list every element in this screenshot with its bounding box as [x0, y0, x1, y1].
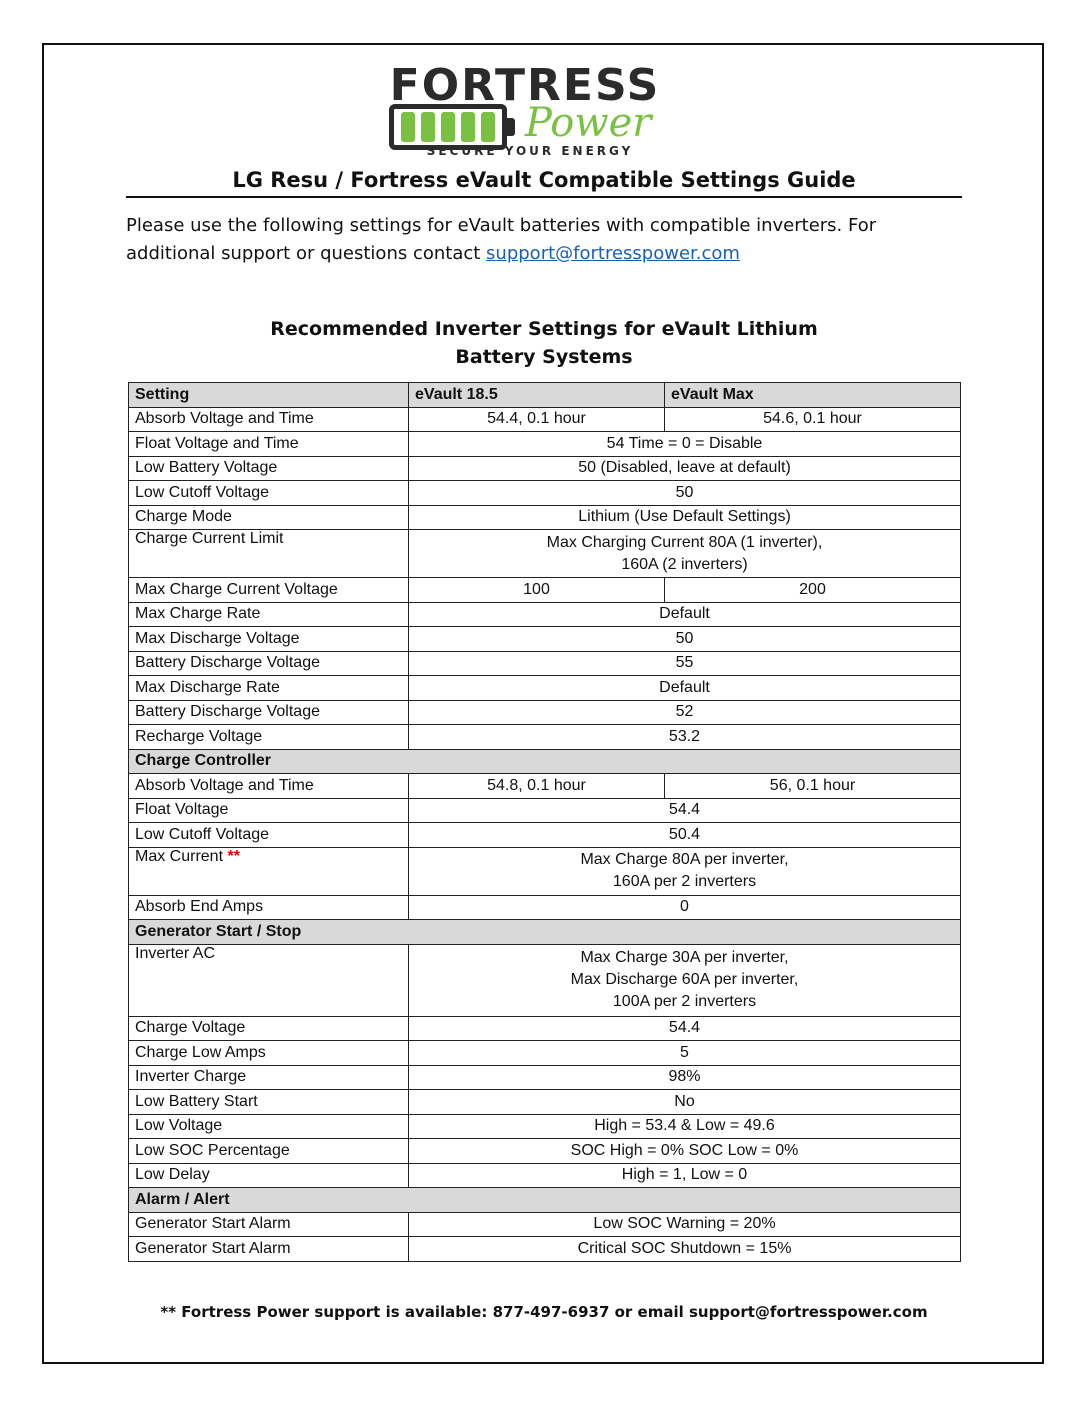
section-subtitle [126, 315, 962, 371]
setting-label: Charge Low Amps [135, 1043, 266, 1061]
section-header-cell: Generator Start / Stop [129, 920, 961, 945]
setting-label: Low Battery Voltage [135, 459, 278, 477]
setting-label-cell [129, 578, 409, 603]
setting-label: Recharge Voltage [135, 727, 263, 745]
logo-tagline: SECURE YOUR ENERGY [426, 144, 634, 158]
setting-label: Max Charge Rate [135, 605, 261, 623]
table-row [129, 432, 961, 457]
table-row [129, 1041, 961, 1066]
value-cell: 54.4, 0.1 hour [409, 407, 665, 432]
setting-label: Absorb End Amps [135, 898, 264, 916]
setting-label-cell [129, 1065, 409, 1090]
setting-label-cell [129, 602, 409, 627]
value-cell: Max Charge 30A per inverter, Max Discharge 60A per inverter, 100A per 2 inverters [409, 944, 961, 1016]
setting-label: Low Battery Start [135, 1092, 258, 1110]
value-cell: 54.4 [409, 798, 961, 823]
setting-label: Low Voltage [135, 1117, 223, 1135]
value-cell: 50 (Disabled, leave at default) [409, 456, 961, 481]
value-cell: 5 [409, 1041, 961, 1066]
settings-table [128, 382, 961, 1262]
setting-label: Max Discharge Rate [135, 678, 280, 696]
table-row [129, 1065, 961, 1090]
value-cell: 0 [409, 895, 961, 920]
section-header-row [129, 920, 961, 945]
setting-label: Float Voltage [135, 801, 229, 819]
setting-label-cell [129, 1139, 409, 1164]
setting-label-cell [129, 725, 409, 750]
setting-label: Absorb Voltage and Time [135, 776, 314, 794]
setting-label: Max Discharge Voltage [135, 629, 300, 647]
setting-label: Low SOC Percentage [135, 1141, 290, 1159]
table-row [129, 1016, 961, 1041]
setting-label: Generator Start Alarm [135, 1215, 291, 1233]
value-cell: 54 Time = 0 = Disable [409, 432, 961, 457]
value-cell: 54.4 [409, 1016, 961, 1041]
table-row [129, 505, 961, 530]
value-cell: SOC High = 0% SOC Low = 0% [409, 1139, 961, 1164]
setting-label: Charge Current Limit [135, 530, 284, 547]
setting-label-cell [129, 456, 409, 481]
table-row [129, 700, 961, 725]
table-row [129, 481, 961, 506]
value-cell: 54.6, 0.1 hour [665, 407, 961, 432]
logo-brand: FORTRESS [389, 60, 661, 111]
setting-label-cell [129, 1212, 409, 1237]
setting-label-cell [129, 1114, 409, 1139]
intro-paragraph [126, 212, 962, 268]
subtitle-line-1: Recommended Inverter Settings for eVault Lithium [270, 318, 818, 340]
footnote-mark: ** [223, 847, 240, 865]
setting-label: Inverter AC [135, 944, 216, 962]
section-header-cell: Alarm / Alert [129, 1188, 961, 1213]
value-cell: 50.4 [409, 823, 961, 848]
value-cell: Low SOC Warning = 20% [409, 1212, 961, 1237]
setting-label: Absorb Voltage and Time [135, 410, 314, 428]
value-cell: Default [409, 676, 961, 701]
support-email-link[interactable]: support@fortresspower.com [486, 243, 740, 264]
table-row [129, 1090, 961, 1115]
table-row [129, 1212, 961, 1237]
table-row [129, 578, 961, 603]
value-cell: 56, 0.1 hour [665, 774, 961, 799]
table-row [129, 1163, 961, 1188]
setting-label-cell [129, 651, 409, 676]
setting-label-cell [129, 1090, 409, 1115]
table-header-row [129, 383, 961, 408]
setting-label-cell [129, 823, 409, 848]
header-cell: eVault Max [665, 383, 961, 408]
table-row [129, 1139, 961, 1164]
setting-label: Low Cutoff Voltage [135, 483, 270, 501]
value-cell: 100 [409, 578, 665, 603]
table-row [129, 944, 961, 1016]
setting-label-cell [129, 774, 409, 799]
value-cell: Critical SOC Shutdown = 15% [409, 1237, 961, 1262]
setting-label-cell [129, 407, 409, 432]
table-row [129, 823, 961, 848]
table-row [129, 798, 961, 823]
value-cell: Default [409, 602, 961, 627]
setting-label-cell [129, 505, 409, 530]
subtitle-line-2: Battery Systems [455, 346, 633, 368]
setting-label-cell [129, 627, 409, 652]
setting-label-cell [129, 944, 409, 1016]
fortress-power-logo [385, 60, 665, 160]
header-cell: Setting [129, 383, 409, 408]
setting-label: Charge Mode [135, 508, 232, 526]
setting-label-cell [129, 798, 409, 823]
logo-script: Power [525, 100, 652, 146]
setting-label-cell [129, 432, 409, 457]
setting-label: Battery Discharge Voltage [135, 654, 320, 672]
table-row [129, 627, 961, 652]
value-cell: 200 [665, 578, 961, 603]
table-row [129, 725, 961, 750]
value-cell: 55 [409, 651, 961, 676]
setting-label-cell [129, 700, 409, 725]
section-header-row [129, 749, 961, 774]
battery-tip [507, 118, 515, 136]
table-row [129, 602, 961, 627]
intro-text: Please use the following settings for eVault batteries with compatible inverters. For additional support or questions contact [126, 215, 877, 264]
value-cell: Lithium (Use Default Settings) [409, 505, 961, 530]
table-row [129, 1114, 961, 1139]
value-cell: Max Charge 80A per inverter, 160A per 2 inverters [409, 847, 961, 895]
value-cell: High = 53.4 & Low = 49.6 [409, 1114, 961, 1139]
page-title: LG Resu / Fortress eVault Compatible Settings Guide [126, 168, 962, 198]
value-cell: 54.8, 0.1 hour [409, 774, 665, 799]
setting-label-cell [129, 676, 409, 701]
section-header-row [129, 1188, 961, 1213]
value-cell: 52 [409, 700, 961, 725]
table-row [129, 651, 961, 676]
table-row [129, 530, 961, 578]
table-row [129, 676, 961, 701]
setting-label-cell [129, 1016, 409, 1041]
setting-label: Battery Discharge Voltage [135, 703, 320, 721]
footer-note: ** Fortress Power support is available: 877-497-6937 or email support@fortresspower.com [160, 1303, 928, 1321]
setting-label-cell [129, 1163, 409, 1188]
value-cell: 53.2 [409, 725, 961, 750]
value-cell: 98% [409, 1065, 961, 1090]
setting-label-cell [129, 1041, 409, 1066]
setting-label-cell [129, 895, 409, 920]
setting-label-cell [129, 1237, 409, 1262]
setting-label-cell [129, 847, 409, 895]
setting-label-cell [129, 530, 409, 578]
value-cell: No [409, 1090, 961, 1115]
setting-label: Low Delay [135, 1166, 210, 1184]
setting-label: Charge Voltage [135, 1019, 246, 1037]
table-row [129, 847, 961, 895]
section-header-cell: Charge Controller [129, 749, 961, 774]
setting-label: Generator Start Alarm [135, 1239, 291, 1257]
value-cell: High = 1, Low = 0 [409, 1163, 961, 1188]
table-row [129, 456, 961, 481]
setting-label: Float Voltage and Time [135, 434, 299, 452]
setting-label-cell [129, 481, 409, 506]
table-row [129, 895, 961, 920]
table-row [129, 1237, 961, 1262]
value-cell: 50 [409, 481, 961, 506]
setting-label: Low Cutoff Voltage [135, 825, 270, 843]
setting-label: Max Charge Current Voltage [135, 580, 338, 598]
table-row [129, 774, 961, 799]
value-cell: 50 [409, 627, 961, 652]
value-cell: Max Charging Current 80A (1 inverter), 160A (2 inverters) [409, 530, 961, 578]
table-row [129, 407, 961, 432]
header-cell: eVault 18.5 [409, 383, 665, 408]
setting-label: Inverter Charge [135, 1068, 247, 1086]
setting-label: Max Current [135, 847, 224, 865]
